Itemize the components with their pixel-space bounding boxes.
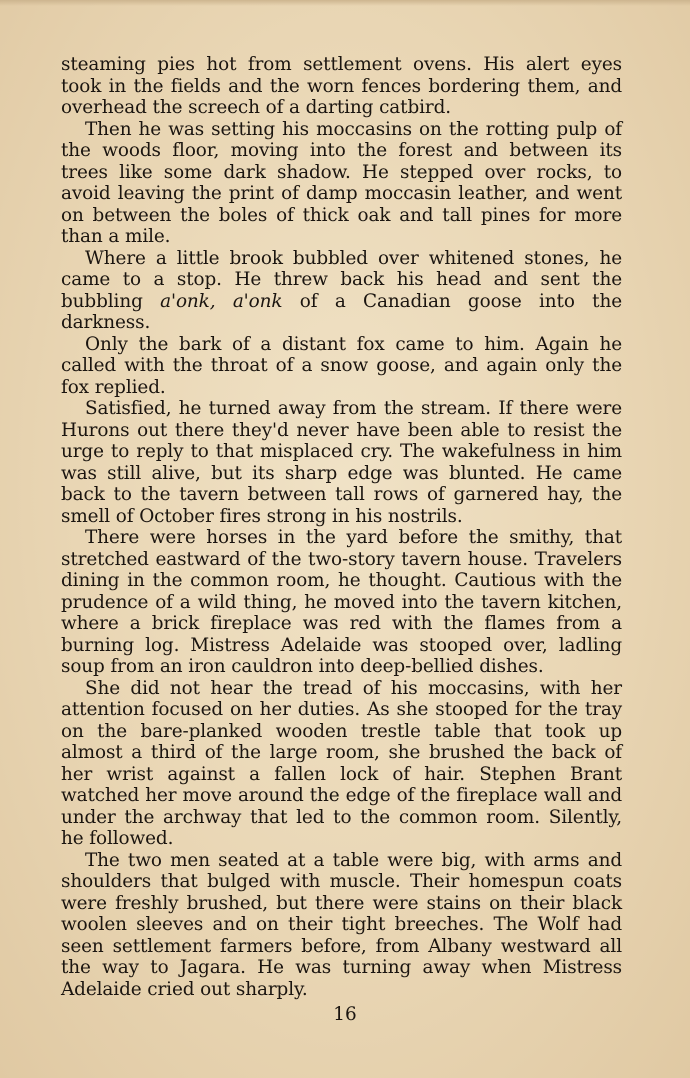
- paragraph-8: The two men seated at a table were big, with arms and shoulders that bulged with muscle. Their homespun coats were freshly brushed, but there were stains on their black woolen sleeves and on their tight breeches. The Wolf had seen settlement farmers before, from Albany westward all the way to Jagara. He was turning away when Mistress Adelaide cried out sharply.: [61, 849, 622, 1000]
- paragraph-3: Where a little brook bubbled over whitened stones, he came to a stop. He threw back his head and sent the bubbling a'onk, a'onk of a Canadian goose into the darkness.: [61, 247, 623, 333]
- page-top-edge: [0, 0, 690, 6]
- paragraph-1: steaming pies hot from settlement ovens. His alert eyes took in the fields and the worn fences bordering them, and overhead the screech of a darting catbird.: [61, 54, 622, 118]
- paragraph-7: She did not hear the tread of his moccasins, with her attention focused on her duties. As she stooped for the tray on the bare-planked wooden trestle table that took up almost a third of the large room, she brushed the back of her wrist against a fallen lock of hair. Stephen Brant watched her move around the edge of the fireplace wall and under the archway that led to the common room. Silently, he followed.: [61, 677, 622, 849]
- paragraph-6: There were horses in the yard before the smithy, that stretched eastward of the two-story tavern house. Travelers dining in the common room, he thought. Cautious with the prudence of a wild thing, he moved into the tavern kitchen, where a brick fireplace was red with the flames from a burning log. Mistress Adelaide was stooped over, ladling soup from an iron cauldron into deep-bellied dishes.: [61, 527, 622, 677]
- paragraph-4: Only the bark of a distant fox came to him. Again he called with the throat of a snow goose, and again only the fox replied.: [61, 333, 622, 398]
- page-number: 16: [333, 1004, 357, 1025]
- body-text: [61, 54, 622, 1000]
- paragraph-5: Satisfied, he turned away from the stream. If there were Hurons out there they'd never have been able to resist the urge to reply to that misplaced cry. The wakefulness in him was still alive, but its sharp edge was blunted. He came back to the tavern between tall rows of garnered hay, the smell of October fires strong in his nostrils.: [61, 398, 622, 527]
- paragraph-2: Then he was setting his moccasins on the rotting pulp of the woods floor, moving into the forest and between its trees like some dark shadow. He stepped over rocks, to avoid leaving the print of damp moccasin leather, and went on between the boles of thick oak and tall pines for more than a mile.: [61, 118, 622, 247]
